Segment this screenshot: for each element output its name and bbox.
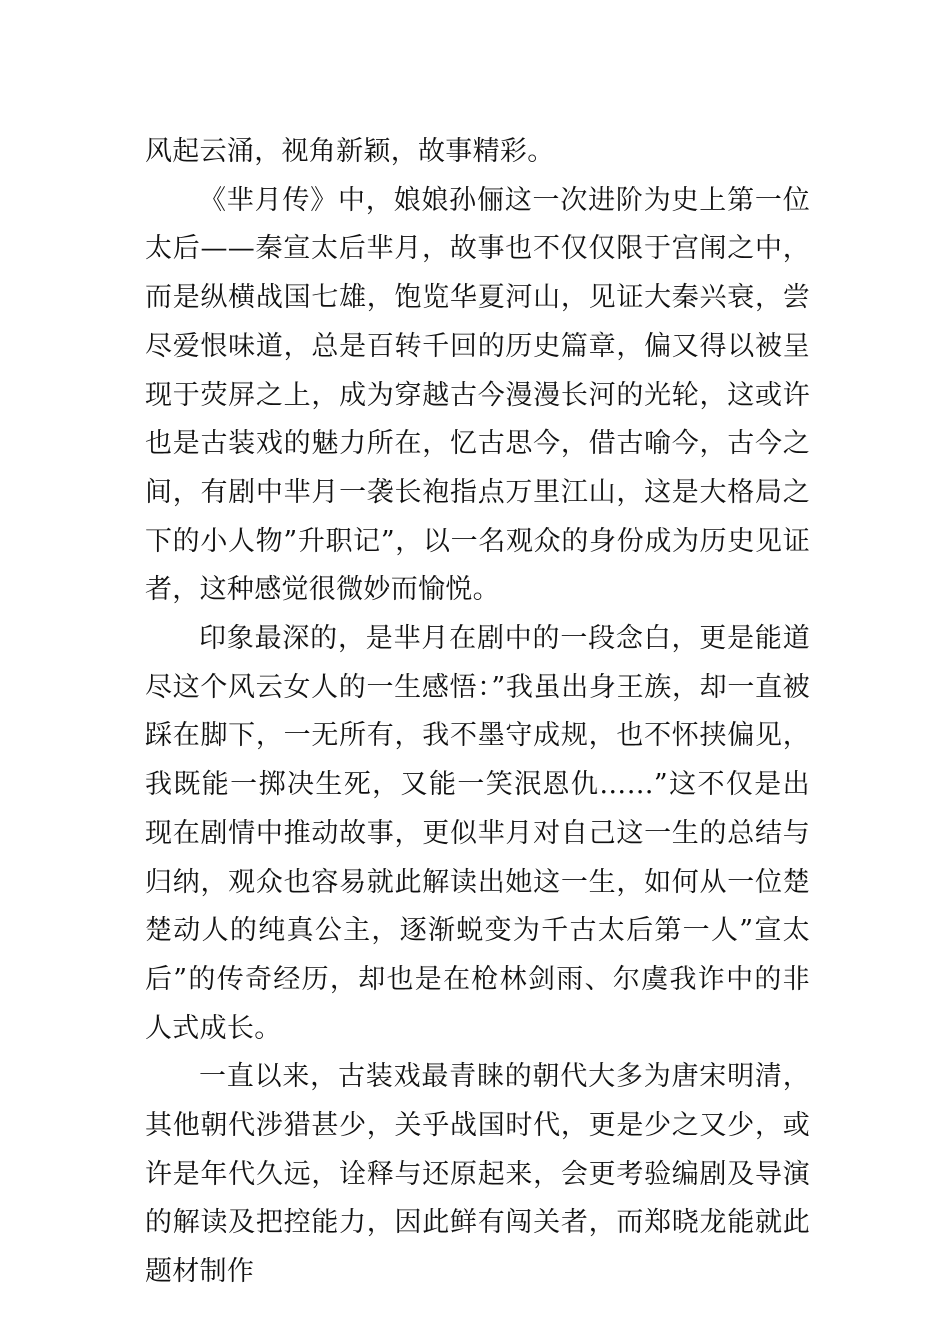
document-body: [145, 128, 810, 1297]
paragraph: 一直以来，古装戏最青睐的朝代大多为唐宋明清，其他朝代涉猎甚少，关乎战国时代，更是少之又少，或许是年代久远，诠释与还原起来，会更考验编剧及导演的解读及把控能力，因此鲜有闯关者，而郑晓龙能就此题材制作: [145, 1061, 810, 1288]
paragraph: 印象最深的，是芈月在剧中的一段念白，更是能道尽这个风云女人的一生感悟：”我虽出身王族，却一直被踩在脚下，一无所有，我不墨守成规，也不怀挟偏见，我既能一掷决生死，又能一笑泯恩仇……”这不仅是出现在剧情中推动故事，更似芈月对自己这一生的总结与归纳，观众也容易就此解读出她这一生，如何从一位楚楚动人的纯真公主，逐渐蜕变为千古太后第一人”宣太后”的传奇经历，却也是在枪林剑雨、尔虞我诈中的非人式成长。: [145, 623, 810, 1044]
paragraph-continuation: 风起云涌，视角新颖，故事精彩。: [145, 136, 555, 167]
paragraph: 《芈月传》中，娘娘孙俪这一次进阶为史上第一位太后——秦宣太后芈月，故事也不仅仅限于宫闱之中，而是纵横战国七雄，饱览华夏河山，见证大秦兴衰，尝尽爱恨味道，总是百转千回的历史篇章，偏又得以被呈现于荧屏之上，成为穿越古今漫漫长河的光轮，这或许也是古装戏的魅力所在，忆古思今，借古喻今，古今之间，有剧中芈月一袭长袍指点万里江山，这是大格局之下的小人物”升职记”，以一名观众的身份成为历史见证者，这种感觉很微妙而愉悦。: [145, 184, 810, 606]
